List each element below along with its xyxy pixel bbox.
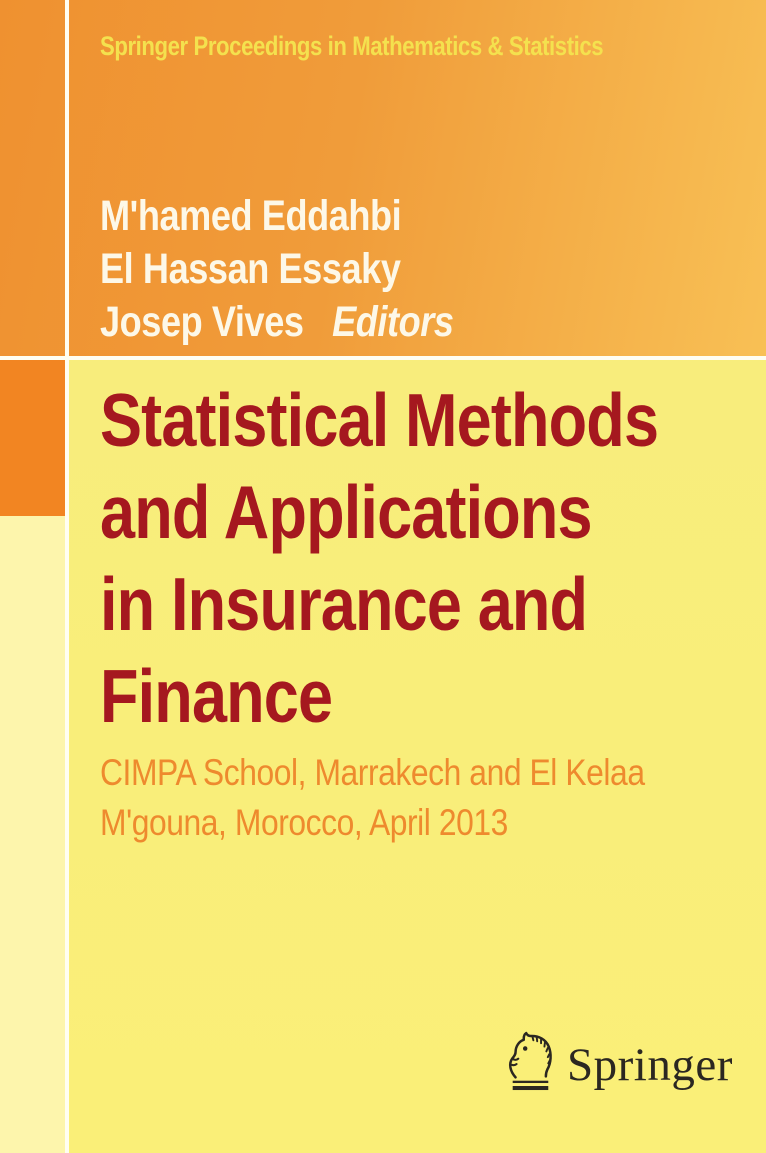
horizontal-divider xyxy=(0,356,766,360)
series-title: Springer Proceedings in Mathematics & Statistics xyxy=(100,31,604,61)
publisher-name: Springer xyxy=(567,1039,733,1091)
book-title xyxy=(100,374,658,742)
editor-name: M'hamed Eddahbi xyxy=(100,192,402,240)
book-subtitle-line: CIMPA School, Marrakech and El Kelaa xyxy=(100,752,645,793)
springer-horse-icon xyxy=(505,1030,555,1092)
book-title-line: Finance xyxy=(100,654,333,738)
editor-name: El Hassan Essaky xyxy=(100,245,401,293)
editors-block xyxy=(100,190,454,349)
left-column-panel xyxy=(0,516,65,1153)
vertical-divider xyxy=(65,0,69,1153)
editor-name-with-role xyxy=(100,296,454,349)
editors-role-label: Editors xyxy=(332,298,454,346)
editor-name: Josep Vives xyxy=(100,298,304,346)
book-title-line: Statistical Methods xyxy=(100,378,659,462)
book-subtitle-line: M'gouna, Morocco, April 2013 xyxy=(100,802,508,843)
book-title-line: in Insurance and xyxy=(100,562,588,646)
book-subtitle xyxy=(100,748,645,848)
book-title-line: and Applications xyxy=(100,470,592,554)
left-accent-square xyxy=(0,360,65,516)
springer-logo xyxy=(505,1030,733,1092)
